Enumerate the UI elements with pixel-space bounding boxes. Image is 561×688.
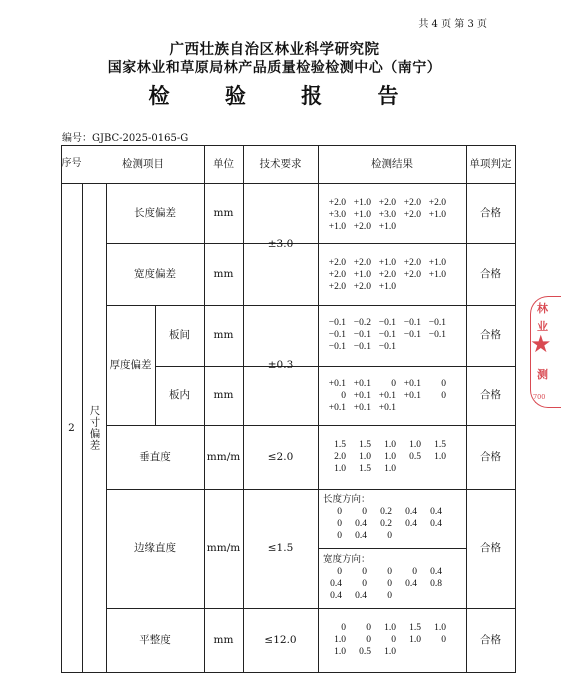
- result-row: −0.1 −0.1 −0.1: [328, 342, 396, 352]
- result-row: 1.5 1.5 1.0 1.0 1.5: [334, 440, 446, 450]
- result-row: +2.0 +1.0 +2.0 +2.0 +1.0: [328, 270, 446, 280]
- width-direction-label: 宽度方向：: [323, 554, 371, 565]
- seal-star-icon: ★: [530, 330, 552, 358]
- length-direction-label: 长度方向：: [323, 494, 371, 505]
- requirement-cell: ≤12.0: [264, 633, 297, 646]
- result-row: +2.0 +1.0 +2.0 +2.0 +2.0: [328, 198, 446, 208]
- item-label: 宽度偏差: [134, 267, 176, 280]
- header-verdict: 单项判定: [469, 157, 512, 170]
- unit-cell: mm/m: [206, 542, 241, 554]
- result-row: 1.0 0 0 1.0 0: [334, 635, 446, 645]
- seal-text-lower: 测: [537, 368, 548, 381]
- item-label: 长度偏差: [134, 206, 176, 219]
- result-row: 0.4 0.4 0: [330, 591, 392, 601]
- unit-cell: mm: [213, 389, 234, 401]
- result-values: [327, 378, 446, 414]
- result-row: 0 0.4 0.2 0.4 0.4: [337, 519, 442, 529]
- item-label: 板内: [169, 389, 190, 401]
- result-row: −0.1 −0.1 −0.1 −0.1 −0.1: [328, 330, 446, 340]
- result-values: [327, 317, 446, 353]
- group-label: 尺寸偏差: [88, 405, 101, 451]
- header-item: 检测项目: [122, 157, 164, 170]
- verdict-cell: 合格: [480, 206, 501, 219]
- result-row: +2.0 +2.0 +1.0: [328, 282, 396, 292]
- width-direction-results: [323, 554, 442, 602]
- center-name: 国家林业和草原局林产品质量检验检测中心（南宁）: [107, 60, 442, 76]
- header-result: 检测结果: [371, 157, 413, 170]
- verdict-cell: 合格: [480, 389, 501, 401]
- result-row: −0.1 −0.2 −0.1 −0.1 −0.1: [328, 318, 446, 328]
- unit-cell: mm: [213, 267, 234, 280]
- result-row: 1.0 1.5 1.0: [334, 464, 396, 474]
- grid-line: [318, 145, 319, 673]
- verdict-cell: 合格: [480, 450, 501, 463]
- verdict-cell: 合格: [480, 633, 501, 646]
- unit-cell: mm/m: [206, 450, 241, 463]
- seal-number: 700: [533, 393, 546, 401]
- result-row: 0 0 0 0 0.4: [337, 567, 442, 577]
- item-label: 边缘直度: [134, 542, 176, 554]
- item-label: 平整度: [139, 633, 171, 646]
- result-row: +2.0 +2.0 +1.0 +2.0 +1.0: [328, 258, 446, 268]
- result-row: +1.0 +2.0 +1.0: [328, 222, 396, 232]
- unit-cell: mm: [213, 329, 234, 341]
- report-title: 检 验 报 告: [148, 84, 423, 108]
- requirement-cell: ≤1.5: [267, 542, 294, 554]
- result-row: 0.4 0 0 0.4 0.8: [330, 579, 442, 589]
- report-number: 编号：GJBC-2025-0165-G: [62, 133, 189, 144]
- result-row: 0 0.4 0: [337, 531, 392, 541]
- verdict-cell: 合格: [480, 542, 501, 554]
- header-seq: 序号: [61, 158, 82, 169]
- inspection-table: [61, 145, 516, 673]
- result-row: 0 0 0.2 0.4 0.4: [337, 507, 442, 517]
- requirement-cell: ≤2.0: [267, 450, 294, 463]
- result-values: [327, 257, 446, 293]
- unit-cell: mm: [213, 206, 234, 219]
- result-row: 0 0 1.0 1.5 1.0: [341, 623, 446, 633]
- header-unit: 单位: [213, 157, 234, 170]
- item-label: 板间: [169, 329, 190, 341]
- table-border-right: [515, 145, 516, 673]
- verdict-cell: 合格: [480, 329, 501, 341]
- group-label-cell: [82, 183, 106, 673]
- result-values: [327, 197, 446, 233]
- result-row: 0 +0.1 +0.1 +0.1 0: [341, 391, 446, 401]
- header-requirement: 技术要求: [259, 157, 302, 170]
- seq-number: 2: [68, 421, 75, 434]
- verdict-cell: 合格: [480, 267, 501, 280]
- unit-cell: mm: [213, 633, 234, 646]
- result-row: +0.1 +0.1 +0.1: [328, 403, 396, 413]
- result-row: +0.1 +0.1 0 +0.1 0: [328, 379, 446, 389]
- result-row: 2.0 1.0 1.0 0.5 1.0: [334, 452, 446, 462]
- grid-line: [318, 548, 466, 549]
- organization-name: 广西壮族自治区林业科学研究院: [169, 42, 380, 58]
- table-border-bottom: [61, 672, 516, 673]
- requirement-cell: ±3.0: [267, 237, 294, 250]
- result-row: 1.0 0.5 1.0: [334, 647, 396, 657]
- thickness-label: 厚度偏差: [109, 358, 152, 371]
- requirement-cell: ±0.3: [267, 358, 294, 371]
- result-row: +3.0 +1.0 +3.0 +2.0 +1.0: [328, 210, 446, 220]
- item-label: 垂直度: [139, 450, 171, 463]
- length-direction-results: [323, 494, 442, 542]
- page-number: 共 4 页 第 3 页: [418, 19, 487, 30]
- seal-text: 林业: [537, 302, 548, 333]
- result-values: [327, 622, 446, 658]
- result-values: [327, 439, 446, 475]
